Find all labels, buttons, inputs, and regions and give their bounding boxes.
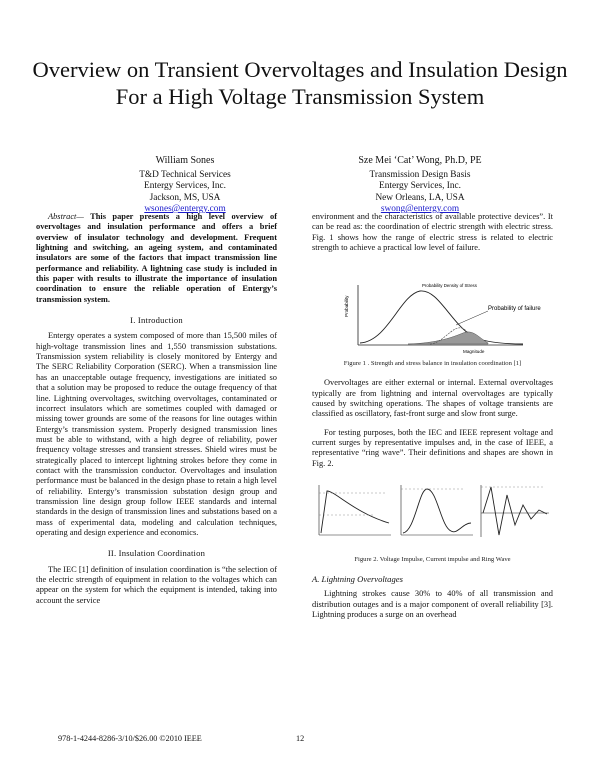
author-email-link[interactable]: swong@entergy.com [380,204,460,214]
coordination-paragraph: The IEC [1] definition of insulation coordination is “the selection of the electric strength of equipment in relation to the voltages which can appear on the system for which the equipment is intended, taking into account the service [36,564,277,605]
author-name: Sze Mei ‘Cat’ Wong, Ph.D, PE [358,155,482,166]
author-email-link[interactable]: wsones@entergy.com [144,204,226,214]
abstract-text: This paper presents a high level overview of overvoltages and insulation performance and offers a brief overview of insulator technology and development. Frequent lightning and switching, an ageing system, and contaminated insulators are some of the factors that impact transmission line performance and reliability. A lightning case study is included in this paper with results to illustrate the importance of insulation coordination to ensure the reliable operation of Entergy’s transmission system. [36,212,277,304]
figure-2-impulse-waveforms [315,479,551,541]
lightning-paragraph: Lightning strokes cause 30% to 40% of all transmission and distribution outages and is a major component of overall reliability [3]. Lightning produces a surge on an overhead [312,589,553,620]
voltage-impulse-plot [319,485,391,535]
author-affiliation: Jackson, MS, USA [149,192,221,203]
figure-1-caption: Figure 1 . Strength and stress balance in insulation coordination [1] [343,360,522,368]
current-impulse-plot [401,485,473,535]
failure-region [408,332,488,344]
overvoltages-paragraph: Overvoltages are either external or internal. External overvoltages typically are from lightning and internal overvoltages are typically caused by switching operations. The shapes of voltage transients are classified as oscillatory, fast-front surge and slow front surge. [312,378,553,419]
author-affiliation: Entergy Services, Inc. [379,181,461,191]
left-column [36,212,277,606]
author-affiliation: Entergy Services, Inc. [144,181,226,191]
author-block-1 [85,155,285,216]
x-axis-label: Magnitude [462,349,484,355]
figure-1-stress-strength-plot [338,277,541,357]
subsection-heading-lightning: A. Lightning Overvoltages [312,574,403,585]
intro-paragraph: Entergy operates a system composed of more than 15,500 miles of high-voltage transmission lines and 1,550 transmission substations. Transmission system reliability is closely monitored by Entergy and The SERC Reliability Corporation (SERC). When a transmission line has an unacceptable outage frequency, investigations are initiated so that a solution may be proposed to reduce the outage frequency of that line. Lightning overvoltages, switching overvoltages, contaminated or incorrect insulators which are sometimes coupled with damaged or missing tower grounds are some of the reasons for line outages within Entergy’s transmission system. Properly designed transmission lines must be able to withstand, with a high degree of reliability, power frequency voltage stresses and transient stresses. Shield wires must be strategically placed to intercept lightning strokes before they come in contact with the transmission conductor. Overvoltages and insulation performance must be balanced in the design phase to retain a high level of reliability. Entergy’s transmission substation design group and transmission line design group follow IEEE standards and internal standards in the design of transmission lines and substations based on a mass of experimental data, modeling and calculation techniques, operating and design experience and economics. [36,331,277,537]
figure-2-caption: Figure 2. Voltage Impulse, Current impulse and Ring Wave [354,556,511,564]
right-column [312,212,553,621]
coordination-paragraph-continued: environment and the characteristics of available protective devices”. It can be read as: the coordination of electric strength with electric stress. Fig. 1 shows how the range of electric stress is related to electric strength to achieve a practical low level of failure. [312,212,553,253]
y-axis-label: Probability [343,295,349,318]
author-affiliation: Transmission Design Basis [369,169,471,180]
footer-isbn: 978-1-4244-8286-3/10/$26.00 ©2010 IEEE [58,734,202,743]
author-affiliation: New Orleans, LA, USA [375,192,465,203]
section-heading-introduction: I. Introduction [130,315,183,326]
stress-density-curve [360,291,523,344]
failure-pointer [456,311,488,325]
ring-wave-plot [481,485,549,537]
abstract [36,212,277,305]
section-heading-insulation-coordination: II. Insulation Coordination [107,548,206,559]
author-name: William Sones [155,155,215,166]
failure-label: Probability of failure [487,306,541,313]
author-affiliation: T&D Technical Services [139,169,231,180]
stress-label: Probability Density of Stress [421,283,477,289]
paper-title: Overview on Transient Overvoltages and Insulation Design For a High Voltage Transmission System [32,57,568,109]
author-block-2 [320,155,520,216]
footer-page-number: 12 [296,734,305,743]
abstract-label: Abstract— [48,212,84,221]
testing-paragraph: For testing purposes, both the IEC and IEEE represent voltage and current surges by representative impulses and, in the case of IEEE, a representative “ring wave”. Their definitions and shapes are shown in Fig. 2. [312,427,553,468]
